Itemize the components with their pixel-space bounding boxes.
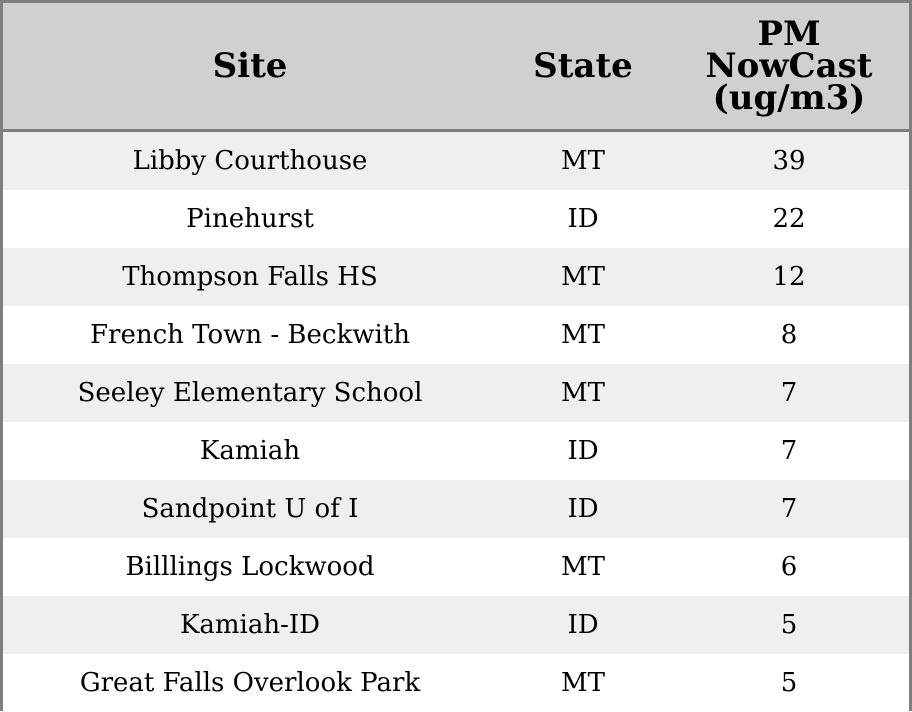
site-cell: Great Falls Overlook Park: [79, 668, 421, 698]
pm-cell: 6: [780, 552, 798, 582]
table-row: [3, 364, 909, 422]
table-row: [3, 480, 909, 538]
state-cell: ID: [567, 610, 599, 640]
table-row: [3, 654, 909, 712]
site-cell: Libby Courthouse: [132, 146, 368, 176]
pm-cell: 5: [780, 668, 798, 698]
table-row: [3, 306, 909, 364]
table-row: [3, 132, 909, 190]
state-cell: ID: [567, 436, 599, 466]
header-pm-nowcast: PM NowCast (ug/m3): [705, 14, 873, 118]
pm-cell: 12: [772, 262, 806, 292]
state-cell: MT: [561, 146, 605, 176]
header-state: State: [533, 46, 633, 86]
pm-cell: 22: [772, 204, 806, 234]
state-cell: MT: [561, 378, 605, 408]
pm-cell: 7: [780, 494, 798, 524]
state-cell: ID: [567, 494, 599, 524]
site-cell: Pinehurst: [186, 204, 314, 234]
state-cell: MT: [561, 262, 605, 292]
pm-cell: 39: [772, 146, 806, 176]
site-cell: Thompson Falls HS: [122, 262, 378, 292]
table-row: [3, 248, 909, 306]
state-cell: MT: [561, 668, 605, 698]
pm-cell: 7: [780, 378, 798, 408]
site-cell: Kamiah-ID: [179, 610, 321, 640]
site-cell: Billlings Lockwood: [125, 552, 375, 582]
table-row: [3, 190, 909, 248]
table-body: [3, 132, 909, 712]
pm-cell: 5: [780, 610, 798, 640]
state-cell: MT: [561, 320, 605, 350]
state-cell: MT: [561, 552, 605, 582]
header-site: Site: [212, 46, 288, 86]
table-row: [3, 596, 909, 654]
site-cell: Seeley Elementary School: [77, 378, 423, 408]
table-header: [3, 3, 909, 132]
pm-cell: 7: [780, 436, 798, 466]
pm-cell: 8: [780, 320, 798, 350]
site-cell: Sandpoint U of I: [141, 494, 359, 524]
table-row: [3, 422, 909, 480]
site-cell: French Town - Beckwith: [89, 320, 411, 350]
state-cell: ID: [567, 204, 599, 234]
site-cell: Kamiah: [199, 436, 301, 466]
table-row: [3, 538, 909, 596]
